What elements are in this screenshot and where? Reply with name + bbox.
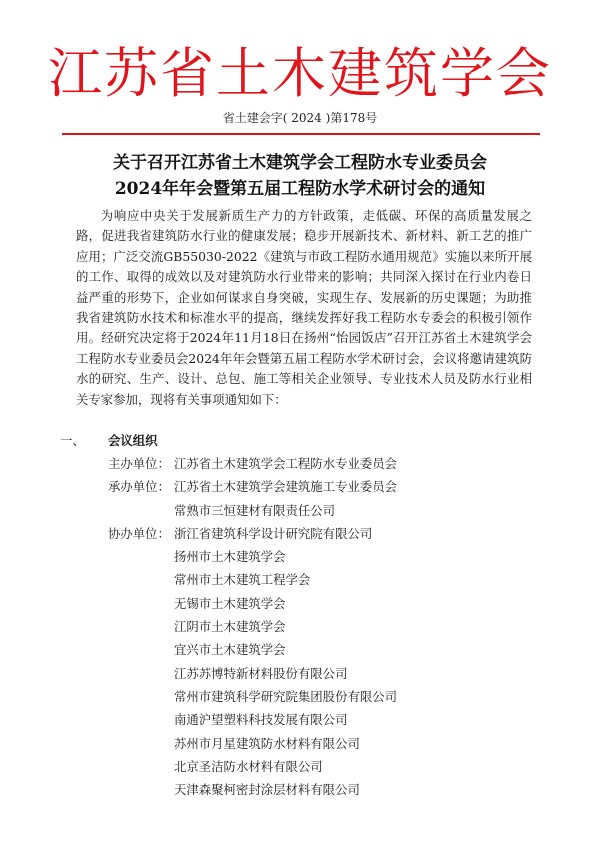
organizer-name: 苏州市月星建筑防水材料有限公司 — [174, 735, 360, 751]
organizer-row-co-organizer — [108, 522, 538, 802]
notice-title-line-1: 关于召开江苏省土木建筑学会工程防水专业委员会 — [113, 153, 487, 173]
organizer-label: 主办单位： — [108, 456, 170, 471]
organizer-name: 无锡市土木建筑学会 — [174, 595, 286, 611]
organizer-name: 扬州市土木建筑学会 — [174, 549, 286, 565]
organizer-name: 江苏省土木建筑学会建筑施工专业委员会 — [174, 479, 398, 495]
organizer-name: 江苏省土木建筑学会工程防水专业委员会 — [174, 456, 398, 471]
organizer-name: 江苏苏博特新材料股份有限公司 — [174, 665, 348, 681]
organizer-name: 浙江省建筑科学设计研究院有限公司 — [174, 525, 373, 541]
organizer-row-host — [108, 452, 538, 475]
organizer-name: 常州市土木建筑工程学会 — [174, 572, 311, 588]
organizer-label: 协办单位： — [108, 525, 170, 541]
organizer-name: 天津森聚柯密封涂层材料有限公司 — [174, 782, 360, 798]
section-heading-text: 会议组织 — [108, 433, 158, 448]
organizer-list — [108, 452, 538, 801]
organization-title: 江苏省土木建筑学会 — [48, 42, 552, 105]
organizer-name: 江阴市土木建筑学会 — [174, 619, 286, 635]
organizer-name: 南通沪望塑料科技发展有限公司 — [174, 712, 348, 728]
section-number: 一、 — [60, 433, 85, 448]
body-paragraph: 为响应中央关于发展新质生产力的方针政策，走低碳、环保的高质量发展之路，促进我省建筑防水行业的健康发展；稳步开展新技术、新材料、新工艺的推广应用；广泛交流GB55030-2022《建筑与市政工程防水通用规范》实施以来所开展的工作、取得的成效以及对建筑防水行业带来的影响；共同深入探讨在行业内卷日益严重的形势下，企业如何谋求自身突破，实现生存、发展新的历史课题；为助推我省建筑防水技术和标准水平的提高，继续发挥好我工程防水专委会的积极引领作用。经研究决定将于2024年11月18日在扬州“怡园饭店”召开江苏省土木建筑学会工程防水专业委员会2024年年会暨第五届工程防水学术研讨会，会议将邀请建筑防水的研究、生产、设计、总包、施工等相关企业领导、专业技术人员及防水行业相关专家参加，现将有关事项通知如下： — [76, 208, 532, 407]
organizer-name: 常熟市三恒建材有限责任公司 — [174, 502, 336, 518]
organizer-name: 北京圣洁防水材料有限公司 — [174, 758, 323, 774]
notice-title-line-2: 2024年年会暨第五届工程防水学术研讨会的通知 — [114, 179, 486, 199]
organizer-name: 宜兴市土木建筑学会 — [174, 642, 286, 658]
organizer-name: 常州市建筑科学研究院集团股份有限公司 — [174, 688, 398, 704]
notice-title — [60, 150, 540, 202]
document-number: 省土建会字( 2024 )第178号 — [222, 111, 378, 125]
organizer-label: 承办单位： — [108, 479, 170, 495]
section-heading — [60, 432, 158, 450]
organizer-row-undertaker — [108, 475, 538, 522]
red-divider-line — [62, 133, 540, 135]
